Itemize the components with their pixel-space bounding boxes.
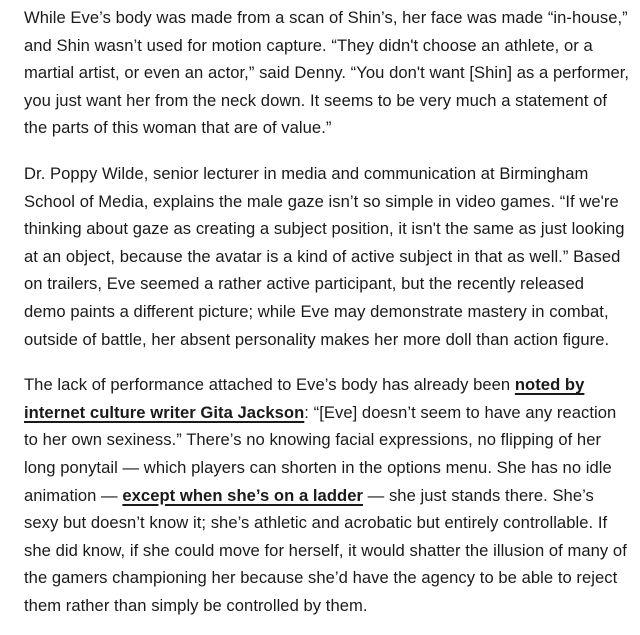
paragraph-1: While Eve’s body was made from a scan of Shin’s, her face was made “in-house,” and Shin wasn’t used for motion capture. “They didn't choose an athlete, or a martial artist, or even an actor,” said Denny. “You don't want [Shin] as a performer, you just want her from the neck down. It seems to be very much a statement of the parts of this woman that are of value.”: [24, 8, 630, 138]
article-body: [24, 4, 630, 619]
paragraph-2: Dr. Poppy Wilde, senior lecturer in media and communication at Birmingham School of Media, explains the male gaze isn’t so simple in video games. “If we're thinking about gaze as creating a subject position, it isn't the same as just looking at an object, because the avatar is a kind of active subject in that as well.” Based on trailers, Eve seemed a rather active participant, but the recently released demo paints a different picture; while Eve may demonstrate mastery in combat, outside of battle, her absent personality makes her more doll than action figure.: [24, 163, 625, 349]
paragraph-3-text-1: The lack of performance attached to Eve’s body has already been: [24, 375, 515, 395]
paragraph-3-text-3: — she just stands there. She’s sexy but doesn’t know it; she’s athletic and acrobatic but entirely controllable. If she did know, if she could move for herself, it would shatter the illusion of many of the gamers championing her because she’d have the agency to be able to reject them rather than simply be controlled by them.: [24, 485, 627, 615]
paragraph-3: [24, 371, 630, 619]
ladder-animation-link[interactable]: except when she’s on a ladder: [122, 485, 363, 505]
paragraph-3-text-2: : “[Eve] doesn’t seem to have any reaction to her own sexiness.” There’s no knowing facial expressions, no flipping of her long ponytail — which players can shorten in the options menu. She has no idle animation —: [24, 402, 617, 505]
gita-jackson-article-link[interactable]: noted by internet culture writer Gita Jackson: [24, 375, 585, 422]
